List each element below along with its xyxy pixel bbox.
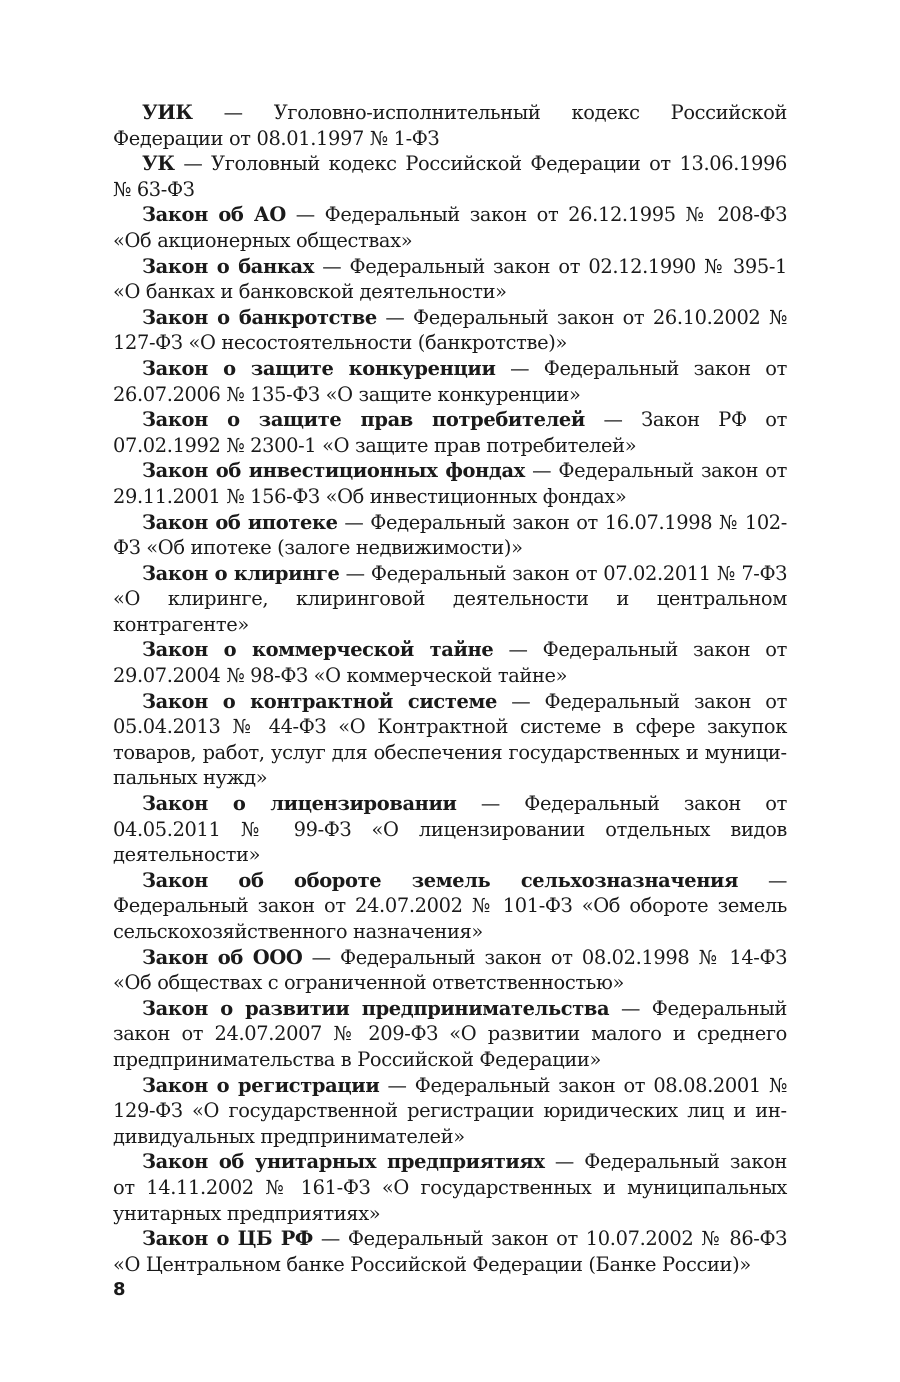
entry-term: Закон о развитии предпринимательства [142, 996, 610, 1020]
abbreviation-entry [113, 689, 787, 791]
abbreviation-entry [113, 945, 787, 996]
entry-definition: — Федеральный закон от 07.02.2011 № 7-ФЗ «О клиринге, клиринговой деятельности и центральном контрагенте» [113, 561, 787, 636]
abbreviation-entry [113, 100, 787, 151]
entry-term: Закон о регистрации [142, 1073, 380, 1097]
entry-term: Закон о банкротстве [142, 305, 377, 329]
entry-definition: — Федеральный закон от 29.07.2004 № 98-ФЗ «О коммерческой тайне» [113, 638, 787, 688]
entry-definition: — Федеральный закон от 08.08.2001 № 129-ФЗ «О государственной регистрации юридических лиц и индивидуальных предпринимателей» [113, 1073, 788, 1148]
abbreviation-entry [113, 202, 787, 253]
abbreviation-entry [113, 868, 787, 945]
entry-definition: — Закон РФ от 07.02.1992 № 2300-1 «О защите прав потребителей» [113, 408, 787, 457]
entry-definition: — Федеральный закон от 29.11.2001 № 156-ФЗ «Об инвестиционных фондах» [113, 459, 787, 508]
entry-definition: — Федеральный закон от 26.10.2002 № 127-ФЗ «О несостоятельности (банкротстве)» [113, 305, 787, 355]
abbreviation-entry [113, 510, 787, 561]
entry-term: Закон о банках [142, 254, 314, 278]
entry-definition: — Федеральный закон от 05.04.2013 № 44-ФЗ «О Контрактной системе в сфере закупок товаров, работ, услуг для обеспечения государственных и муниципальных нужд» [113, 689, 787, 790]
entry-term: Закон о коммерческой тайне [142, 638, 494, 662]
entry-term: Закон об ипотеке [142, 510, 338, 534]
entry-term: Закон о ЦБ РФ [142, 1227, 313, 1251]
abbreviation-entry [113, 305, 787, 356]
entry-term: УК [142, 152, 175, 176]
entry-definition: — Федеральный закон от 24.07.2002 № 101-ФЗ «Об обороте земель сельскохозяйственного назначения» [113, 868, 787, 943]
entry-definition: — Федеральный закон от 16.07.1998 № 102-ФЗ «Об ипотеке (залоге недвижимости)» [113, 510, 787, 560]
page-number: 8 [113, 1279, 126, 1300]
abbreviation-entry [113, 407, 787, 458]
entry-definition: — Федеральный закон от 26.07.2006 № 135-ФЗ «О защите конкуренции» [113, 356, 787, 406]
abbreviation-entry [113, 561, 787, 638]
entry-definition: — Федеральный закон от 14.11.2002 № 161-ФЗ «О государственных и муниципальных унитарных предприятиях» [113, 1150, 787, 1225]
entry-definition: — Федеральный закон от 10.07.2002 № 86-ФЗ «О Центральном банке Российской Федерации (Банке России)» [113, 1227, 787, 1276]
abbreviation-entry [113, 996, 787, 1073]
entry-term: УИК [142, 101, 193, 124]
abbreviation-entry [113, 151, 787, 202]
abbreviation-entry [113, 1226, 787, 1277]
entry-definition: — Федеральный закон от 24.07.2007 № 209-ФЗ «О развитии малого и среднего предпринимательства в Российской Федерации» [113, 996, 787, 1071]
entry-term: Закон об обороте земель сельхозназначения [142, 868, 739, 892]
abbreviation-entry [113, 791, 787, 868]
entry-definition: — Уголовный кодекс Российской Федерации от 13.06.1996 № 63-ФЗ [113, 152, 787, 201]
entry-term: Закон об унитарных предприятиях [142, 1150, 545, 1174]
abbreviation-entry [113, 458, 787, 509]
abbreviation-entry [113, 1073, 787, 1150]
entry-term: Закон о контрактной системе [142, 689, 497, 713]
abbreviation-entry [113, 356, 787, 407]
entry-definition: — Федеральный закон от 04.05.2011 № 99-ФЗ «О лицензировании отдельных видов деятельности» [113, 792, 787, 867]
entry-term: Закон о лицензировании [142, 792, 457, 816]
abbreviation-entry [113, 254, 787, 305]
entry-definition: — Федеральный закон от 02.12.1990 № 395-1 «О банках и банковской деятельности» [113, 254, 788, 304]
abbreviation-entry [113, 1149, 787, 1226]
entry-term: Закон о клиринге [142, 561, 340, 585]
entry-term: Закон о защите конкуренции [142, 356, 496, 380]
entry-term: Закон об инвестиционных фондах [142, 459, 525, 483]
entry-term: Закон об АО [142, 203, 286, 227]
entry-definition: — Федеральный закон от 08.02.1998 № 14-ФЗ «Об обществах с ограниченной ответственностью» [113, 945, 787, 995]
abbreviations-list [113, 100, 787, 1277]
abbreviation-entry [113, 637, 787, 688]
entry-term: Закон об ООО [142, 945, 303, 969]
entry-term: Закон о защите прав потребителей [142, 408, 585, 432]
entry-definition: — Федеральный закон от 26.12.1995 № 208-ФЗ «Об акционерных обществах» [113, 203, 788, 252]
entry-definition: — Уголовно-исполнительный кодекс Российской Федерации от 08.01.1997 № 1-ФЗ [113, 101, 787, 150]
